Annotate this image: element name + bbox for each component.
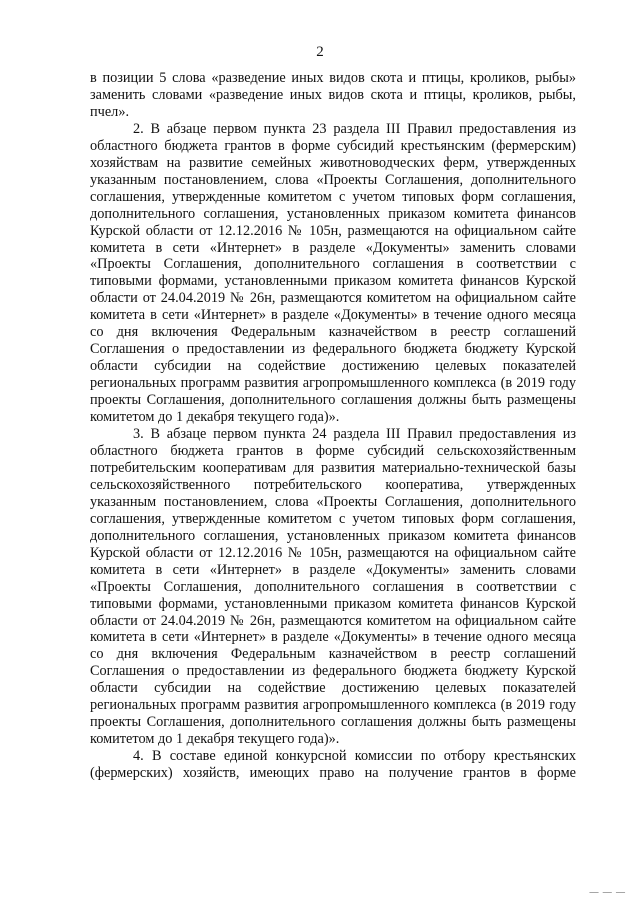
page-number: 2	[316, 44, 324, 60]
document-body	[90, 70, 576, 782]
paragraph-item-4: 4. В составе единой конкурсной комиссии по отбору крестьянских (фермерских) хозяйств, имеющих право на получение грантов в форме	[90, 748, 576, 782]
paragraph-continuation: в позиции 5 слова «разведение иных видов скота и птицы, кроликов, рыбы» заменить словами «разведение иных видов скота и птицы, кроликов, рыбы, пчел».	[90, 70, 576, 120]
paragraph-item-3: 3. В абзаце первом пункта 24 раздела III Правил предоставления из областного бюджета грантов в форме субсидий сельскохозяйственным потребительским кооперативам для развития материально-технической базы сельскохозяйственного потребительского кооператива, утвержденных указанным постановлением, слова «Проекты Соглашения, дополнительного соглашения, утвержденные комитетом с учетом типовых форм соглашения, дополнительного соглашения, установленных приказом комитета финансов Курской области от 12.12.2016 № 105н, размещаются на официальном сайте комитета в сети «Интернет» в разделе «Документы» заменить словами «Проекты Соглашения, дополнительного соглашения в соответствии с типовыми формами, установленными приказом комитета финансов Курской области от 24.04.2019 № 26н, размещаются комитетом на официальном сайте комитета в сети «Интернет» в разделе «Документы» в течение одного месяца со дня включения Федеральным казначейством в реестр соглашений Соглашения о предоставлении из федерального бюджета бюджету Курской области субсидии на содействие достижению целевых показателей региональных программ развития агропромышленного комплекса (в 2019 году проекты Соглашения, дополнительного соглашения должны быть размещены комитетом до 1 декабря текущего года)».	[90, 426, 576, 748]
footer-mark: — — —	[589, 887, 626, 897]
paragraph-item-2: 2. В абзаце первом пункта 23 раздела III Правил предоставления из областного бюджета грантов в форме субсидий крестьянским (фермерским) хозяйствам на развитие семейных животноводческих ферм, утвержденных указанным постановлением, слова «Проекты Соглашения, дополнительного соглашения, утвержденные комитетом с учетом типовых форм соглашения, дополнительного соглашения, установленных приказом комитета финансов Курской области от 12.12.2016 № 105н, размещаются на официальном сайте комитета в сети «Интернет» в разделе «Документы» заменить словами «Проекты Соглашения, дополнительного соглашения в соответствии с типовыми формами, установленными приказом комитета финансов Курской области от 24.04.2019 № 26н, размещаются комитетом на официальном сайте комитета в сети «Интернет» в разделе «Документы» в течение одного месяца со дня включения Федеральным казначейством в реестр соглашений Соглашения о предоставлении из федерального бюджета бюджету Курской области субсидии на содействие достижению целевых показателей региональных программ развития агропромышленного комплекса (в 2019 году проекты Соглашения, дополнительного соглашения должны быть размещены комитетом до 1 декабря текущего года)».	[90, 120, 576, 426]
